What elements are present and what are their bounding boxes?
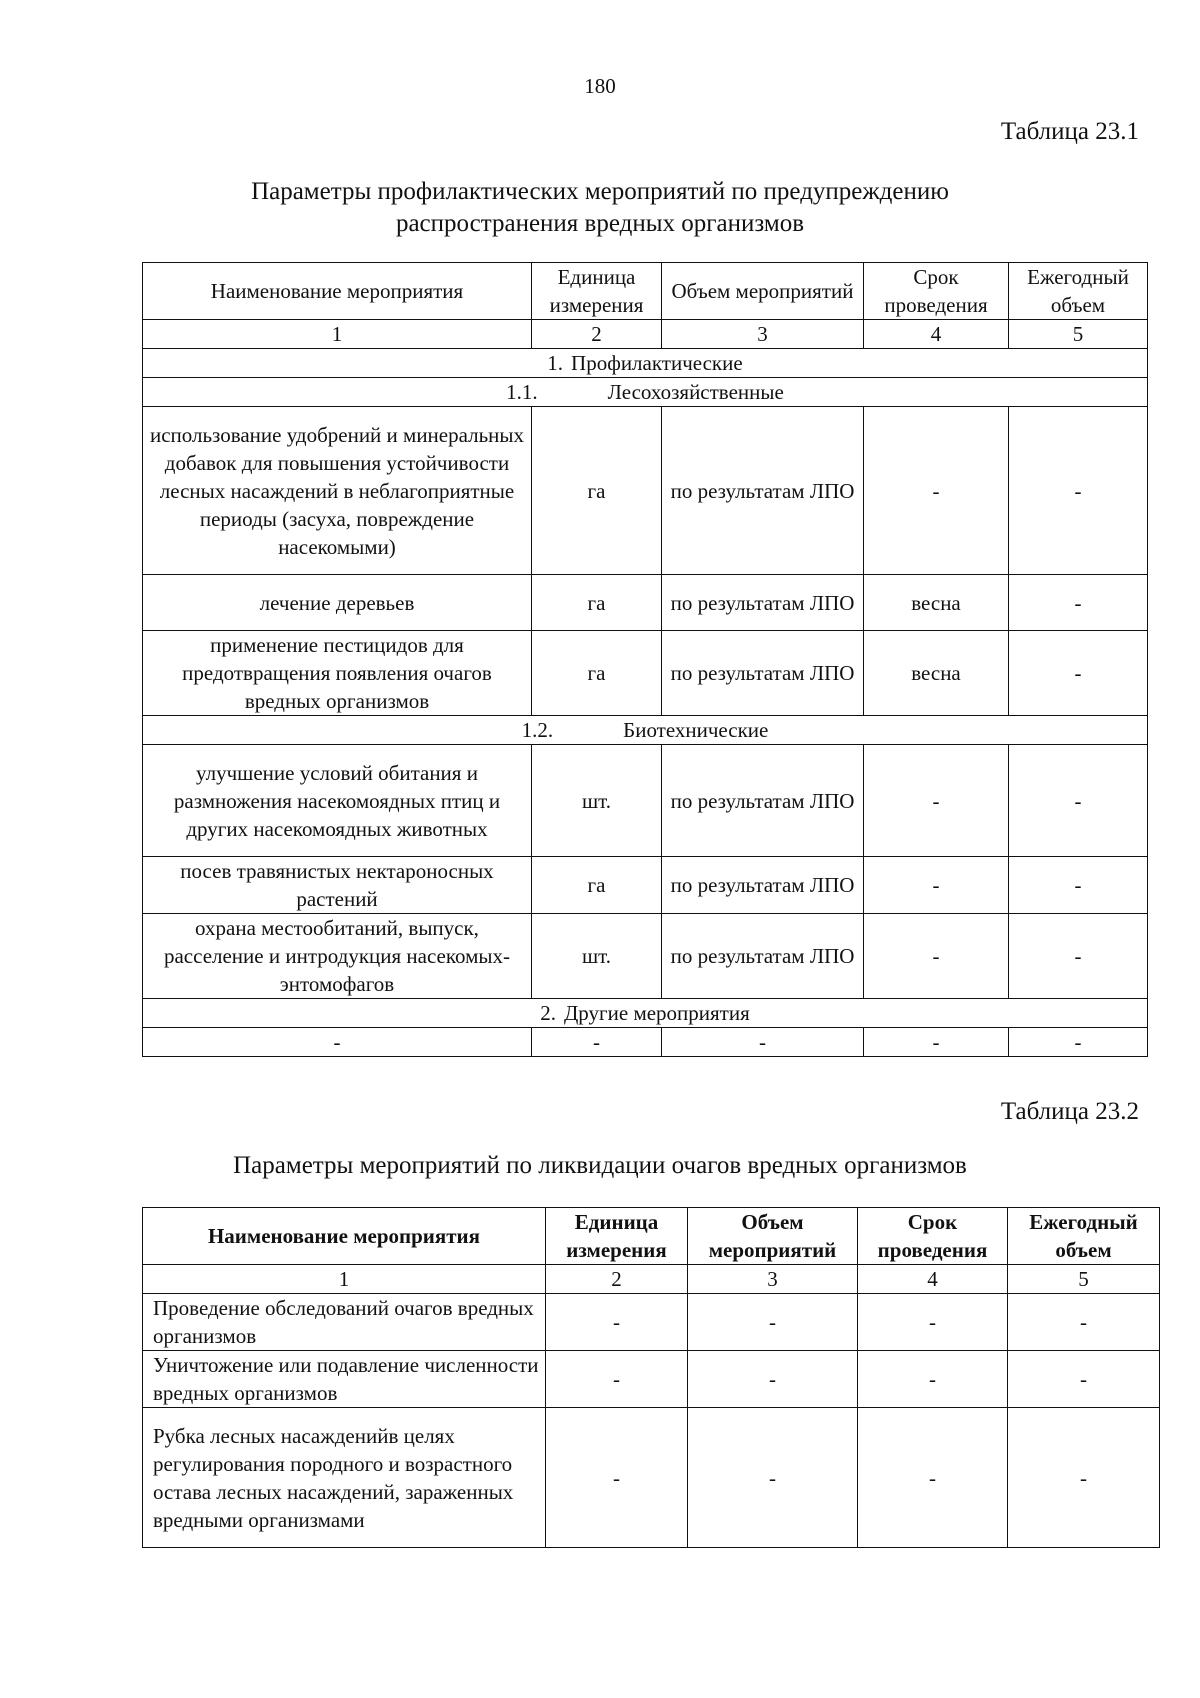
table-row <box>143 914 1148 999</box>
section-row <box>143 999 1148 1028</box>
table2-column-number-row <box>143 1265 1160 1294</box>
column-number: 3 <box>688 1265 858 1294</box>
row-unit: - <box>546 1294 688 1351</box>
table1-header-cell: Наименование мероприятия <box>143 263 532 320</box>
column-number: 2 <box>546 1265 688 1294</box>
table2-header-cell: Наименование мероприятия <box>143 1208 546 1265</box>
table1-title <box>0 176 1200 240</box>
row-unit: - <box>532 1028 662 1057</box>
row-volume: - <box>688 1408 858 1548</box>
table-row <box>143 1408 1160 1548</box>
row-annual: - <box>1008 1294 1160 1351</box>
row-annual: - <box>1009 914 1148 999</box>
table-row <box>143 1351 1160 1408</box>
row-annual: - <box>1009 407 1148 575</box>
section-number: 2. <box>540 1001 556 1025</box>
row-name: Рубка лесных насажденийв целях регулирования породного и возрастного остава лесных насаждений, зараженных вредными организмами <box>143 1408 546 1548</box>
column-number: 5 <box>1009 320 1148 349</box>
section-heading <box>143 999 1148 1028</box>
table2-title: Параметры мероприятий по ликвидации очагов вредных организмов <box>233 1152 967 1179</box>
table-row <box>143 1028 1148 1057</box>
row-term: весна <box>864 575 1009 631</box>
section-number: 1. <box>547 351 564 375</box>
row-term: весна <box>864 631 1009 716</box>
table1-title-line1: Параметры профилактических мероприятий по предупреждению <box>251 178 949 205</box>
subsection-row <box>143 716 1148 745</box>
column-number: 4 <box>858 1265 1008 1294</box>
row-term: - <box>864 857 1009 914</box>
row-name: охрана местообитаний, выпуск, расселение и интродукция насекомых-энтомофагов <box>143 914 532 999</box>
row-volume: по результатам ЛПО <box>662 857 864 914</box>
row-term: - <box>858 1294 1008 1351</box>
table-row <box>143 407 1148 575</box>
row-unit: га <box>532 857 662 914</box>
row-volume: по результатам ЛПО <box>662 407 864 575</box>
row-volume: - <box>688 1351 858 1408</box>
table1-title-line2: распространения вредных организмов <box>395 210 805 237</box>
subsection-label: Биотехнические <box>623 718 769 742</box>
row-volume: по результатам ЛПО <box>662 745 864 857</box>
row-unit: га <box>532 407 662 575</box>
table2-header-cell: Единица измерения <box>546 1208 688 1265</box>
table1 <box>142 262 1148 1057</box>
row-term: - <box>864 407 1009 575</box>
row-volume: по результатам ЛПО <box>662 575 864 631</box>
subsection-number: 1.2. <box>521 718 554 742</box>
row-name: Проведение обследований очагов вредных организмов <box>143 1294 546 1351</box>
row-term: - <box>864 1028 1009 1057</box>
column-number: 1 <box>143 320 532 349</box>
row-term: - <box>864 914 1009 999</box>
table-row <box>143 1294 1160 1351</box>
table2-header-cell: Ежегодный объем <box>1008 1208 1160 1265</box>
row-name: Уничтожение или подавление численности вредных организмов <box>143 1351 546 1408</box>
column-number: 5 <box>1008 1265 1160 1294</box>
page-number: 180 <box>584 74 616 98</box>
row-term: - <box>864 745 1009 857</box>
row-term: - <box>858 1351 1008 1408</box>
table2-header-cell: Объем мероприятий <box>688 1208 858 1265</box>
section-heading <box>143 349 1148 378</box>
row-unit: шт. <box>532 745 662 857</box>
section-label: Профилактические <box>571 351 743 375</box>
table2-header-cell: Срок проведения <box>858 1208 1008 1265</box>
table1-column-number-row <box>143 320 1148 349</box>
row-annual: - <box>1008 1408 1160 1548</box>
table2 <box>142 1207 1160 1548</box>
row-name: применение пестицидов для предотвращения появления очагов вредных организмов <box>143 631 532 716</box>
column-number: 4 <box>864 320 1009 349</box>
row-unit: шт. <box>532 914 662 999</box>
column-number: 2 <box>532 320 662 349</box>
row-name: посев травянистых нектароносных растений <box>143 857 532 914</box>
row-annual: - <box>1009 745 1148 857</box>
table-row <box>143 575 1148 631</box>
subsection-heading <box>143 378 1148 407</box>
row-volume: - <box>662 1028 864 1057</box>
section-row <box>143 349 1148 378</box>
row-term: - <box>858 1408 1008 1548</box>
row-name: использование удобрений и минеральных добавок для повышения устойчивости лесных насаждений в неблагоприятные периоды (засуха, повреждение насекомыми) <box>143 407 532 575</box>
row-volume: по результатам ЛПО <box>662 914 864 999</box>
subsection-row <box>143 378 1148 407</box>
row-name: улучшение условий обитания и размножения насекомоядных птиц и других насекомоядных животных <box>143 745 532 857</box>
column-number: 3 <box>662 320 864 349</box>
table1-header-cell: Объем мероприятий <box>662 263 864 320</box>
row-unit: - <box>546 1408 688 1548</box>
subsection-heading <box>143 716 1148 745</box>
section-label: Другие мероприятия <box>563 1001 750 1025</box>
row-annual: - <box>1008 1351 1160 1408</box>
row-unit: - <box>546 1351 688 1408</box>
table1-header-row <box>143 263 1148 320</box>
table2-caption: Таблица 23.2 <box>1000 1098 1139 1125</box>
row-annual: - <box>1009 1028 1148 1057</box>
row-annual: - <box>1009 857 1148 914</box>
row-volume: - <box>688 1294 858 1351</box>
subsection-label: Лесохозяйственные <box>607 380 784 404</box>
table2-header-row <box>143 1208 1160 1265</box>
row-volume: по результатам ЛПО <box>662 631 864 716</box>
row-name: лечение деревьев <box>143 575 532 631</box>
table-row <box>143 631 1148 716</box>
row-name: - <box>143 1028 532 1057</box>
row-annual: - <box>1009 631 1148 716</box>
row-unit: га <box>532 631 662 716</box>
table1-header-cell: Ежегодный объем <box>1009 263 1148 320</box>
table-row <box>143 857 1148 914</box>
subsection-number: 1.1. <box>506 380 538 404</box>
table-row <box>143 745 1148 857</box>
table1-header-cell: Срок проведения <box>864 263 1009 320</box>
column-number: 1 <box>143 1265 546 1294</box>
table1-header-cell: Единица измерения <box>532 263 662 320</box>
table1-caption: Таблица 23.1 <box>1000 118 1139 145</box>
row-annual: - <box>1009 575 1148 631</box>
row-unit: га <box>532 575 662 631</box>
